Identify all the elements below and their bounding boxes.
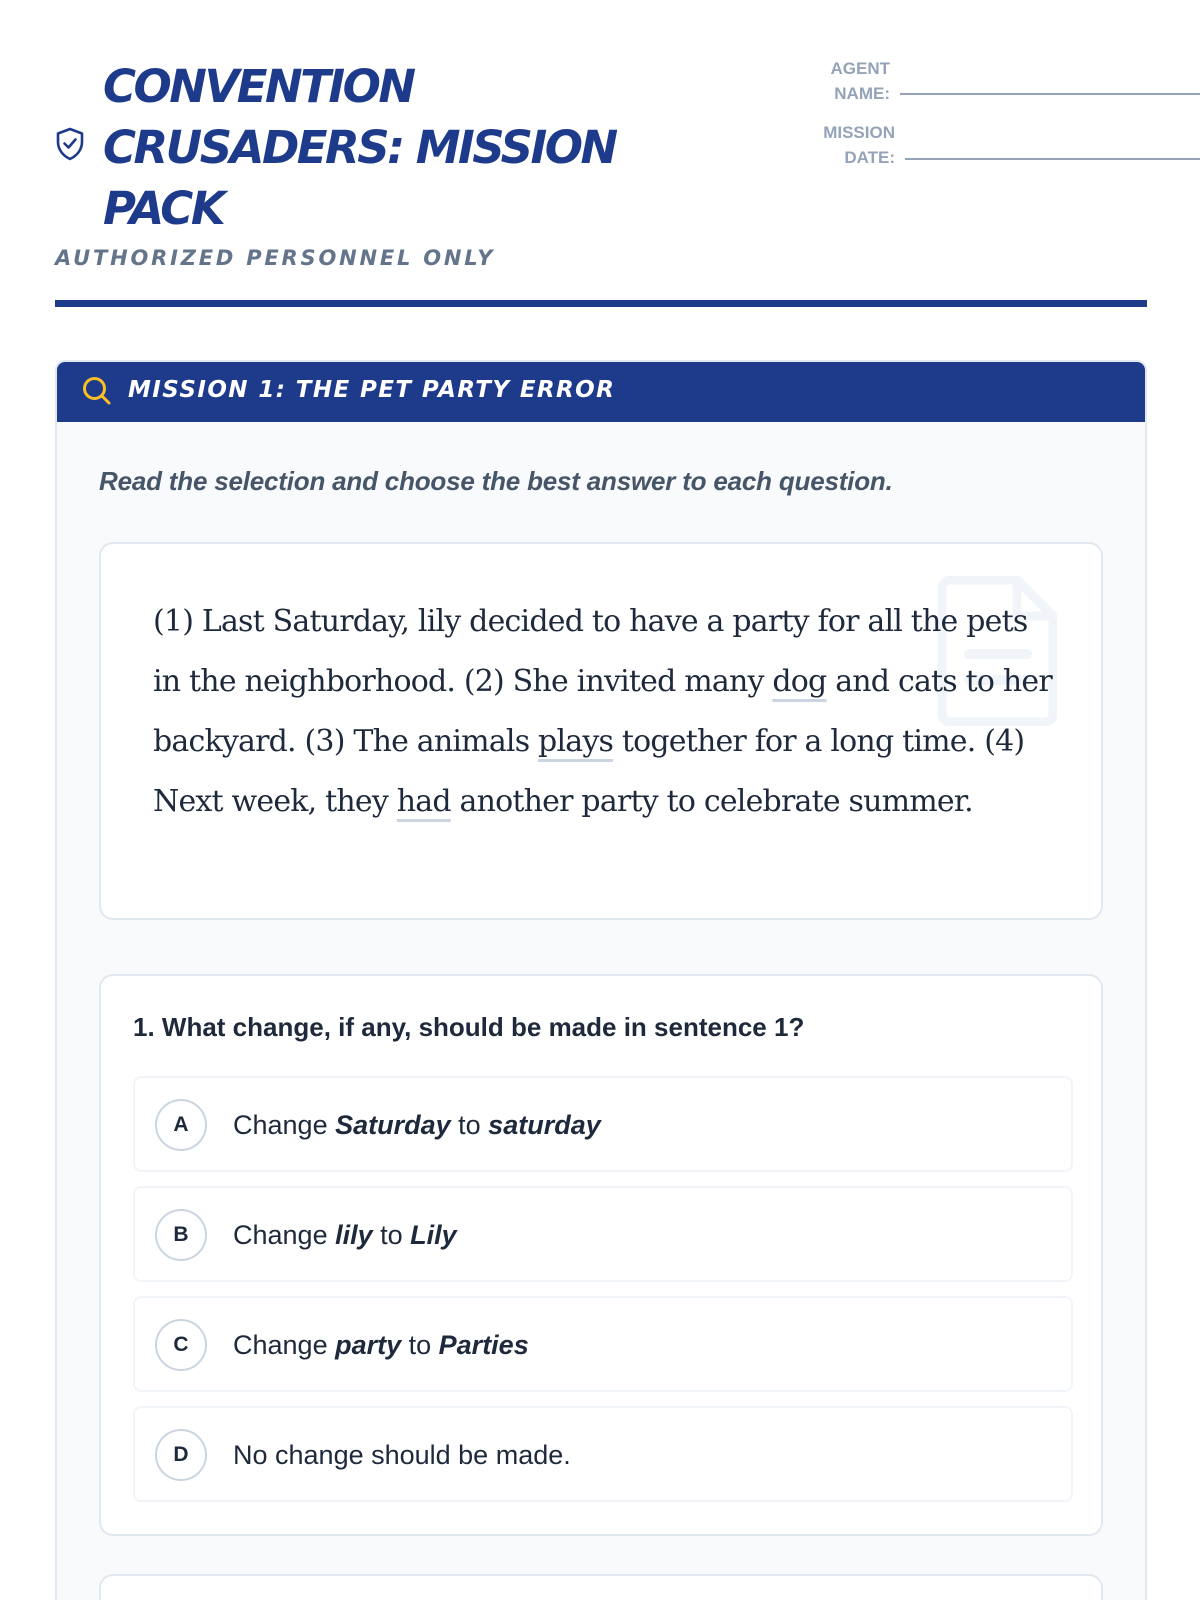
agent-name-label: AGENT NAME: [830,59,890,103]
passage-segment: (1) Last Saturday, lily decided to have a party for all the pets in the neighborhood. (2) She invited many [153,604,1028,699]
agent-name-field[interactable] [775,56,1200,104]
instructions: Read the selection and choose the best answer to each question. [99,466,893,496]
page-subtitle: AUTHORIZED PERSONNEL ONLY [55,246,496,270]
agent-name-line[interactable] [900,93,1200,95]
header-divider [55,300,1147,307]
answer-option-a[interactable] [133,1076,1073,1172]
option-text-part: Change [233,1110,336,1140]
mission-header [55,360,1147,422]
passage-text [153,592,1053,832]
mission-panel [55,360,1147,1600]
answer-option-d[interactable] [133,1406,1073,1502]
option-text [233,1220,457,1251]
question-text: 1. What change, if any, should be made in sentence 1? [133,1012,805,1042]
option-text-part: to [372,1220,411,1250]
option-letter: A [155,1099,207,1151]
answer-options [133,1076,1073,1516]
option-text [233,1330,529,1361]
option-text-part: to [401,1330,439,1360]
option-letter: D [155,1429,207,1481]
answer-option-c[interactable] [133,1296,1073,1392]
mission-date-label: MISSION DATE: [823,123,895,167]
option-text-part: Change [233,1330,336,1360]
option-text-part: to [450,1110,489,1140]
option-from-word: lily [335,1220,373,1250]
option-to-word: saturday [488,1110,601,1140]
option-from-word: Saturday [335,1110,451,1140]
next-question-card [99,1574,1103,1600]
search-icon [81,375,113,407]
passage-segment: another party to celebrate summer. [450,784,973,819]
option-text-part: Change [233,1220,336,1250]
page-title: CONVENTION CRUSADERS: MISSION PACK [103,60,616,235]
option-text [233,1110,601,1141]
option-letter: C [155,1319,207,1371]
passage-segment: and cats to her backyard. (3) The animals [153,664,1052,759]
page-header [55,56,1147,308]
underlined-word: dog [772,664,827,699]
mission-title: MISSION 1: THE PET PARTY ERROR [128,377,616,403]
question-card [99,974,1103,1536]
option-letter: B [155,1209,207,1261]
mission-date-field[interactable] [775,120,1200,168]
passage-segment: together for a long time. (4) Next week, they [153,724,1025,819]
option-to-word: Parties [438,1330,529,1360]
underlined-word: had [396,784,451,819]
underlined-word: plays [538,724,614,759]
option-text: No change should be made. [233,1440,571,1470]
answer-option-b[interactable] [133,1186,1073,1282]
agent-fields [775,56,1200,184]
option-from-word: party [335,1330,402,1360]
shield-check-icon [55,127,85,161]
option-to-word: Lily [410,1220,457,1250]
mission-date-line[interactable] [905,158,1200,160]
passage-card [99,542,1103,920]
